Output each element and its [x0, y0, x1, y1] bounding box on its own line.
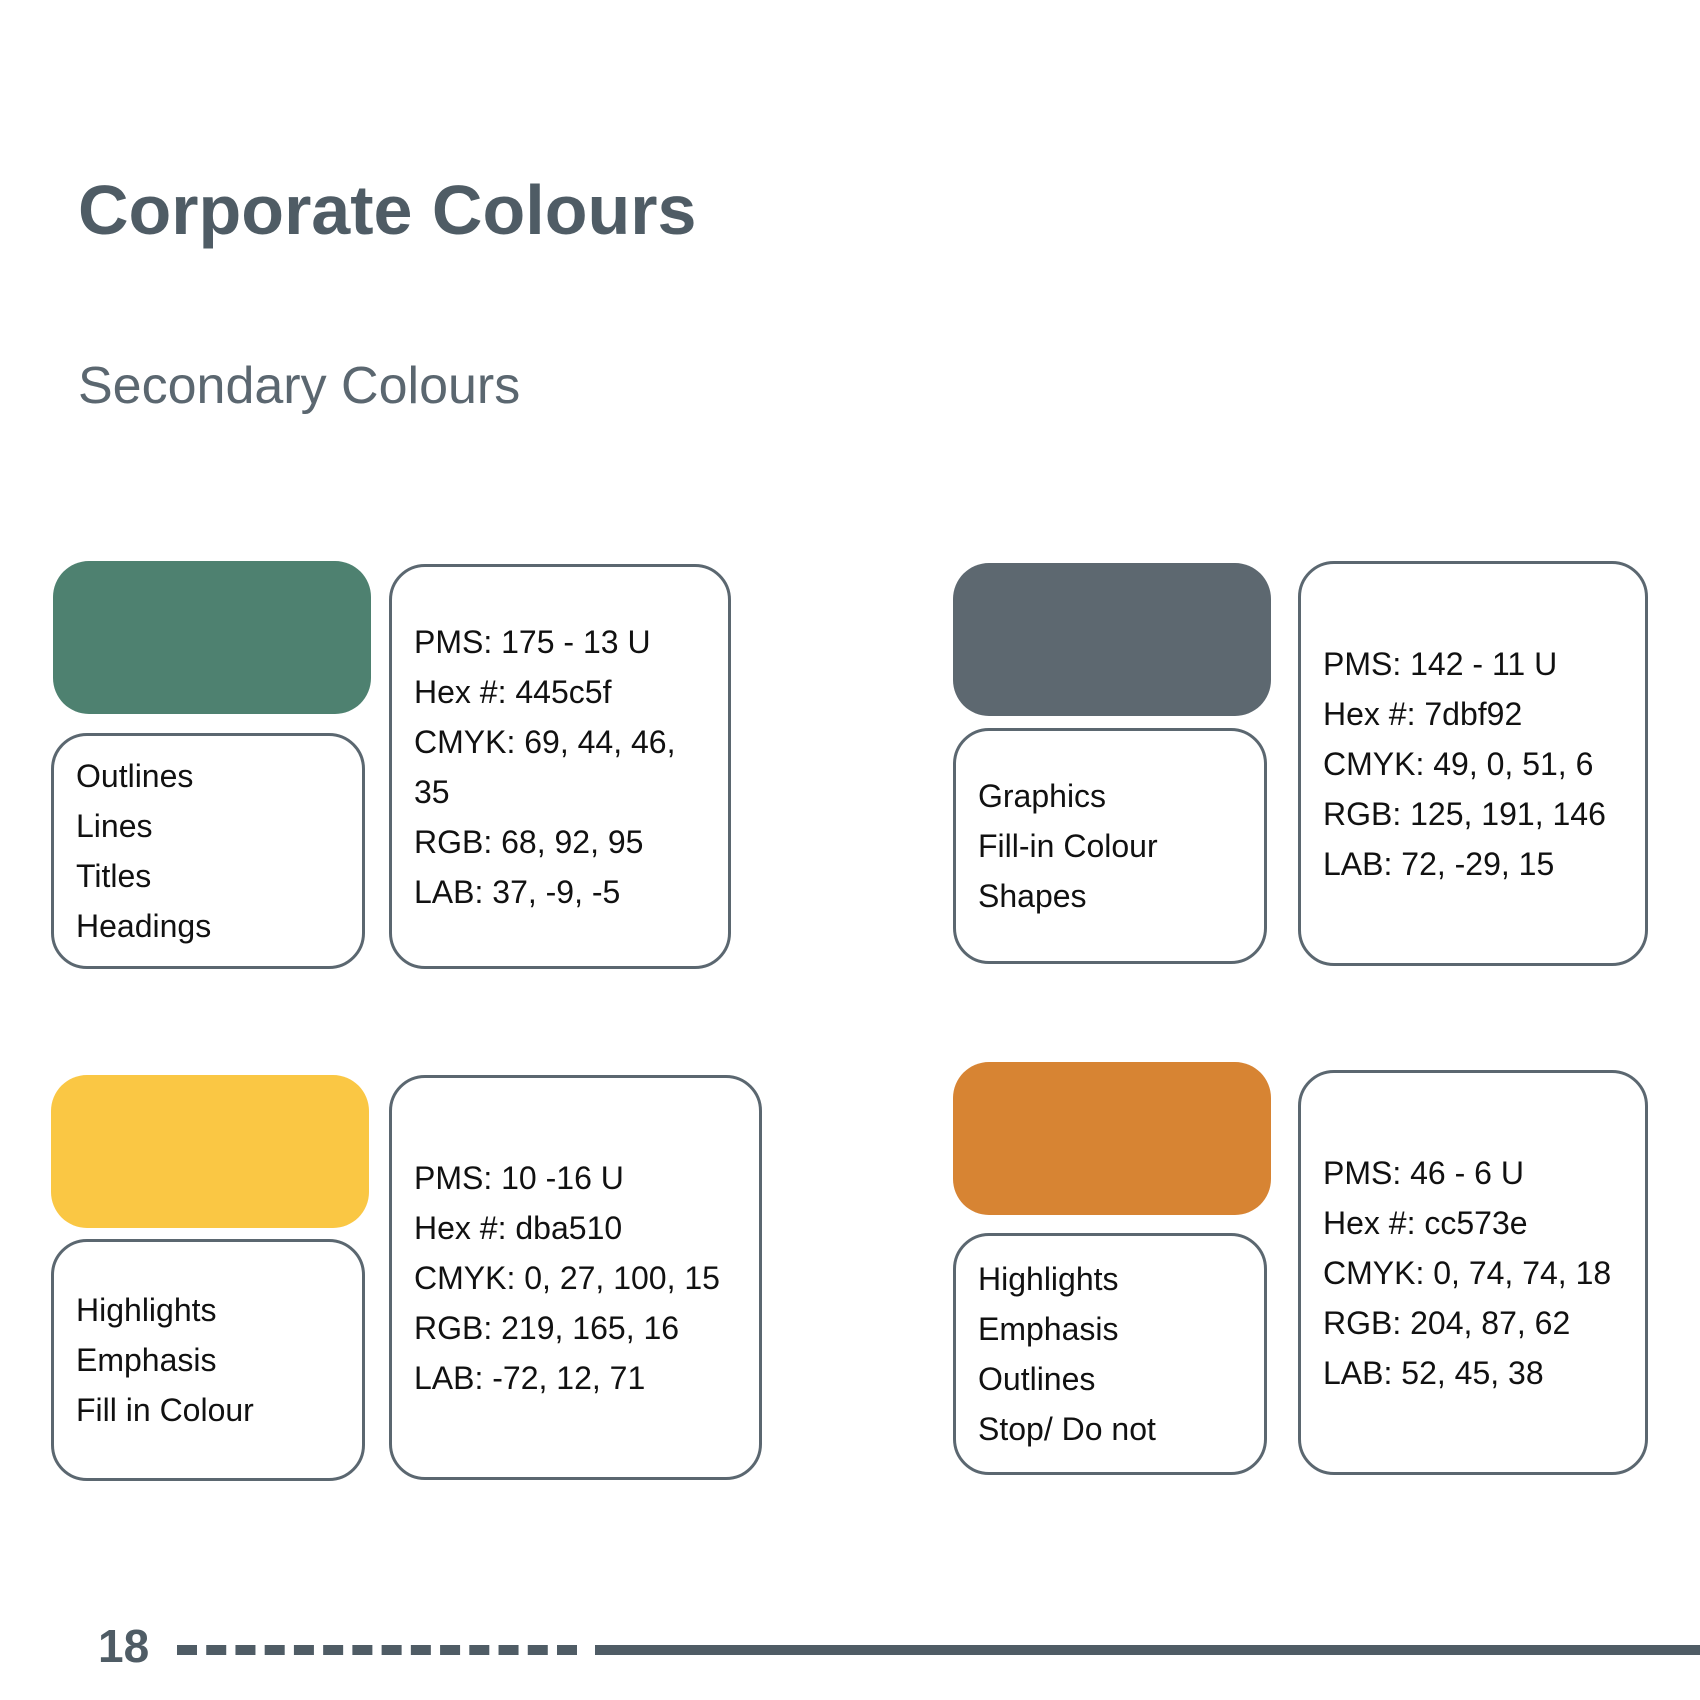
- colour-uses-box-4: [953, 1233, 1267, 1475]
- colour-spec: Hex #: dba510: [414, 1209, 623, 1246]
- colour-use: Highlights: [76, 1292, 217, 1328]
- colour-spec: Hex #: 7dbf92: [1323, 695, 1523, 732]
- colour-use: Titles: [76, 858, 152, 894]
- colour-swatch-3: [51, 1075, 369, 1228]
- colour-use: Fill in Colour: [76, 1392, 254, 1428]
- colour-use: Highlights: [978, 1261, 1119, 1297]
- colour-spec: Hex #: cc573e: [1323, 1204, 1528, 1241]
- colour-specs-box-4: [1298, 1070, 1648, 1475]
- colour-spec: Hex #: 445c5f: [414, 673, 612, 710]
- colour-use: Graphics: [978, 778, 1107, 814]
- colour-use: Shapes: [978, 878, 1087, 914]
- colour-use: Stop/ Do not: [978, 1411, 1156, 1447]
- colour-spec: RGB: 68, 92, 95: [414, 823, 644, 860]
- colour-spec: CMYK: 69, 44, 46,: [414, 723, 676, 760]
- colour-spec: PMS: 175 - 13 U: [414, 623, 651, 660]
- colour-uses-box-2: [953, 728, 1267, 964]
- colour-use: Fill-in Colour: [978, 828, 1158, 864]
- colour-spec: CMYK: 49, 0, 51, 6: [1323, 745, 1594, 782]
- footer-solid-rule: [595, 1645, 1700, 1655]
- colour-spec: LAB: 52, 45, 38: [1323, 1354, 1544, 1391]
- colour-spec: LAB: 37, -9, -5: [414, 873, 621, 910]
- colour-use: Outlines: [76, 758, 194, 794]
- colour-use: Lines: [76, 808, 153, 844]
- colour-spec: CMYK: 0, 74, 74, 18: [1323, 1254, 1612, 1291]
- colour-spec: LAB: 72, -29, 15: [1323, 845, 1555, 882]
- colour-use: Emphasis: [76, 1342, 217, 1378]
- colour-uses-box-3: [51, 1239, 365, 1481]
- colour-spec: PMS: 142 - 11 U: [1323, 645, 1558, 682]
- colour-specs-box-3: [389, 1075, 762, 1480]
- colour-spec: PMS: 46 - 6 U: [1323, 1154, 1524, 1191]
- section-subtitle: Secondary Colours: [78, 357, 521, 415]
- colour-spec: PMS: 10 -16 U: [414, 1159, 624, 1196]
- colour-swatch-2: [953, 563, 1271, 716]
- colour-use: Emphasis: [978, 1311, 1119, 1347]
- colour-specs-box-1: [389, 564, 731, 969]
- colour-specs-box-2: [1298, 561, 1648, 966]
- colour-spec: LAB: -72, 12, 71: [414, 1359, 646, 1396]
- colour-swatch-1: [53, 561, 371, 714]
- footer-dashed-rule: [177, 1645, 577, 1655]
- colour-spec: RGB: 125, 191, 146: [1323, 795, 1606, 832]
- colour-uses-box-1: [51, 733, 365, 969]
- colour-spec: RGB: 219, 165, 16: [414, 1309, 680, 1346]
- colour-spec: CMYK: 0, 27, 100, 15: [414, 1259, 720, 1296]
- colour-swatch-4: [953, 1062, 1271, 1215]
- colour-spec: RGB: 204, 87, 62: [1323, 1304, 1571, 1341]
- page-number: 18: [98, 1620, 150, 1672]
- colour-use: Outlines: [978, 1361, 1096, 1397]
- page-title: Corporate Colours: [78, 171, 697, 249]
- colour-use: Headings: [76, 908, 212, 944]
- colour-spec: 35: [414, 773, 450, 810]
